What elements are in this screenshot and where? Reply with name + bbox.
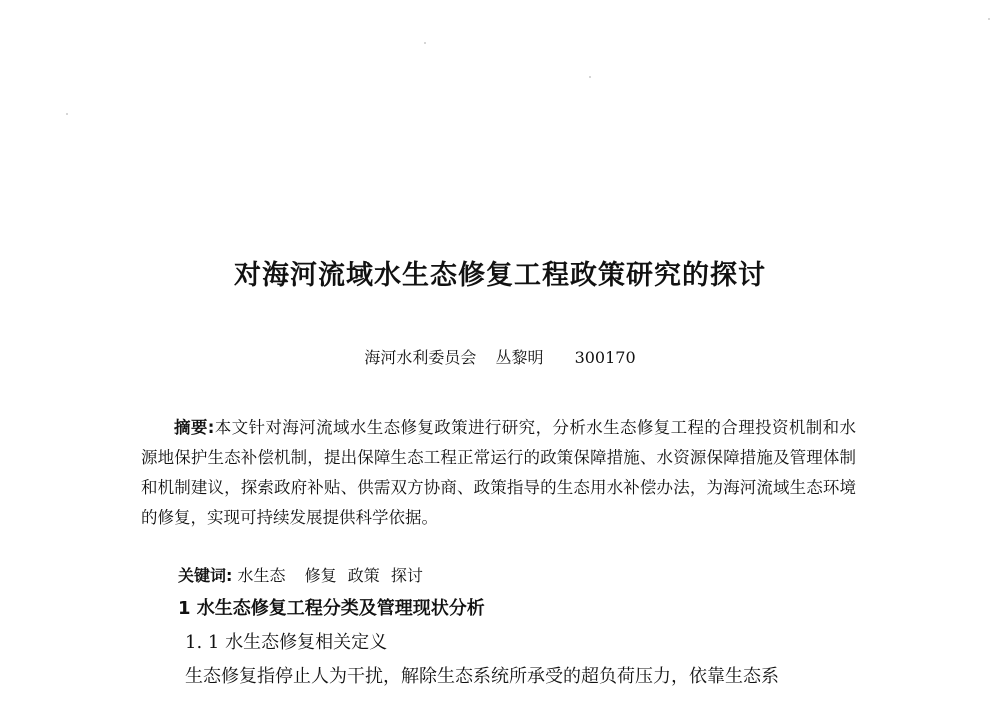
scan-speck xyxy=(424,42,426,44)
abstract-label: 摘要: xyxy=(174,418,215,437)
subsection-heading: 1. 1 水生态修复相关定义 xyxy=(185,632,388,653)
keyword: 修复 xyxy=(304,566,337,585)
section-heading: 1 水生态修复工程分类及管理现状分析 xyxy=(178,598,485,619)
keyword: 水生态 xyxy=(237,566,286,585)
author-organization: 海河水利委员会 xyxy=(364,348,477,367)
abstract-text: 本文针对海河流域水生态修复政策进行研究，分析水生态修复工程的合理投资机制和水源地保护生态补偿机制，提出保障生态工程正常运行的政策保障措施、水资源保障措施及管理体制和机制建议，探索政府补贴、供需双方协商、政策指导的生态用水补偿办法，为海河流域生态环境的修复，实现可持续发展提供科学依据。 xyxy=(141,418,856,527)
byline xyxy=(0,345,1000,368)
scan-speck xyxy=(988,18,990,20)
keyword: 探讨 xyxy=(390,566,423,585)
abstract xyxy=(141,413,856,533)
author-name: 丛黎明 xyxy=(495,348,544,367)
keywords xyxy=(178,563,437,586)
postal-code: 300170 xyxy=(574,348,636,367)
body-paragraph: 生态修复指停止人为干扰，解除生态系统所承受的超负荷压力，依靠生态系 xyxy=(185,666,779,687)
keyword: 政策 xyxy=(347,566,380,585)
keywords-label: 关键词: xyxy=(178,566,233,585)
paper-title: 对海河流域水生态修复工程政策研究的探讨 xyxy=(234,260,766,291)
scan-speck xyxy=(66,113,68,115)
scan-speck xyxy=(589,76,591,78)
cut-off-text-line xyxy=(610,697,860,703)
